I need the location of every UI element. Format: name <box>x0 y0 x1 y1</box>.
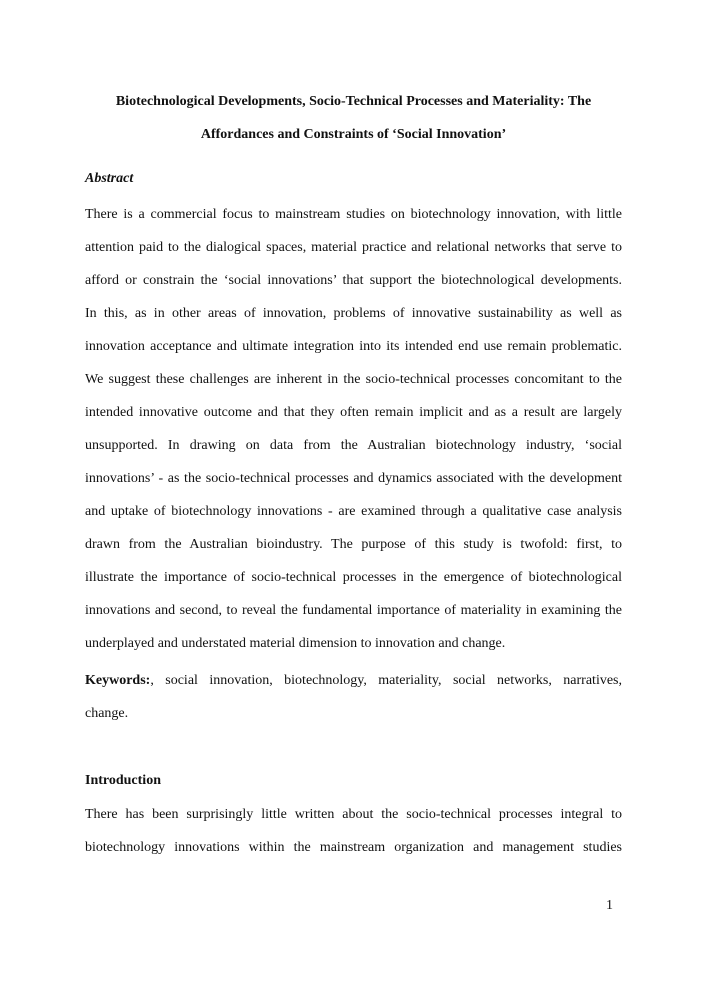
keywords-label: Keywords: <box>85 673 151 688</box>
text-line: There has been surprisingly little written about the socio-technical processes integral to <box>85 807 622 822</box>
paper-title-line-1: Biotechnological Developments, Socio-Technical Processes and Materiality: The <box>115 94 592 109</box>
keywords-paragraph <box>85 672 622 738</box>
abstract-heading: Abstract <box>85 171 134 186</box>
text-line: afford or constrain the ‘social innovations’ that support the biotechnological developments. <box>85 273 622 288</box>
text-line: underplayed and understated material dimension to innovation and change. <box>85 636 506 651</box>
text-line: and uptake of biotechnology innovations - are examined through a qualitative case analysis <box>85 504 622 519</box>
text-line: biotechnology innovations within the mainstream organization and management studies <box>85 840 622 855</box>
text-line: intended innovative outcome and that they often remain implicit and as a result are largely <box>85 405 622 420</box>
text-line: innovations’ - as the socio-technical processes and dynamics associated with the development <box>85 471 622 486</box>
introduction-heading: Introduction <box>85 773 161 788</box>
page-number: 1 <box>606 898 613 913</box>
text-line: We suggest these challenges are inherent in the socio-technical processes concomitant to the <box>85 372 622 387</box>
text-line: In this, as in other areas of innovation, problems of innovative sustainability as well as <box>85 306 622 321</box>
keywords-list: , social innovation, biotechnology, materiality, social networks, narratives, <box>150 673 622 688</box>
text-line: innovations and second, to reveal the fundamental importance of materiality in examining the <box>85 603 622 618</box>
text-line: illustrate the importance of socio-technical processes in the emergence of biotechnological <box>85 570 622 585</box>
text-line: unsupported. In drawing on data from the Australian biotechnology industry, ‘social <box>85 438 622 453</box>
paper-title-line-2: Affordances and Constraints of ‘Social Innovation’ <box>200 127 507 142</box>
abstract-paragraph <box>85 206 622 668</box>
keywords-list-end: change. <box>85 706 129 721</box>
text-line: attention paid to the dialogical spaces, material practice and relational networks that serve to <box>85 240 622 255</box>
text-line: innovation acceptance and ultimate integration into its intended end use remain problematic. <box>85 339 622 354</box>
text-line: drawn from the Australian bioindustry. The purpose of this study is twofold: first, to <box>85 537 622 552</box>
introduction-paragraph <box>85 806 622 872</box>
text-line: There is a commercial focus to mainstream studies on biotechnology innovation, with little <box>85 207 622 222</box>
